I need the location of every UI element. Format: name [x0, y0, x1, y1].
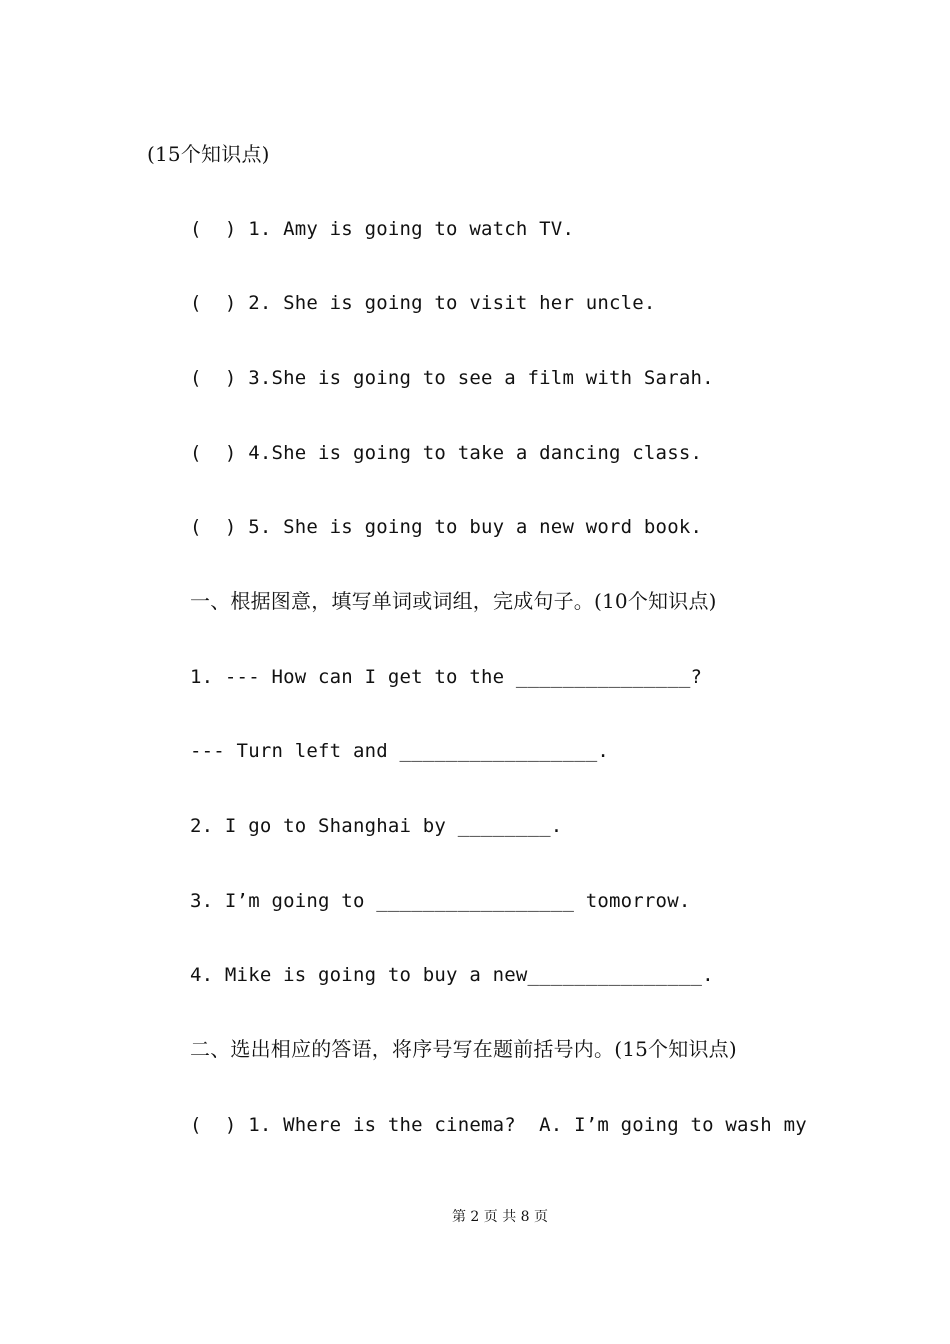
question-line: ( ) 5. She is going to buy a new word book.: [190, 516, 703, 538]
section-score-note: (15个知识点): [147, 142, 270, 166]
section-heading: 一、根据图意，填写单词或词组，完成句子。(10个知识点): [190, 589, 717, 613]
fill-in-line: 3. I’m going to _________________ tomorrow.: [190, 890, 691, 912]
section-heading: 二、选出相应的答语，将序号写在题前括号内。(15个知识点): [190, 1037, 737, 1061]
question-line: ( ) 3.She is going to see a film with Sarah.: [190, 367, 714, 389]
question-line: ( ) 1. Where is the cinema? A. I’m going to wash my: [190, 1114, 807, 1136]
page-footer: 第 2 页 共 8 页: [451, 1209, 549, 1225]
fill-in-line: --- Turn left and _________________.: [190, 740, 610, 762]
fill-in-line: 2. I go to Shanghai by ________.: [190, 815, 563, 837]
question-line: ( ) 1. Amy is going to watch TV.: [190, 218, 575, 240]
fill-in-line: 1. --- How can I get to the _______________?: [190, 666, 703, 688]
fill-in-line: 4. Mike is going to buy a new_______________.: [190, 964, 714, 986]
question-line: ( ) 2. She is going to visit her uncle.: [190, 292, 656, 314]
question-line: ( ) 4.She is going to take a dancing class.: [190, 442, 703, 464]
